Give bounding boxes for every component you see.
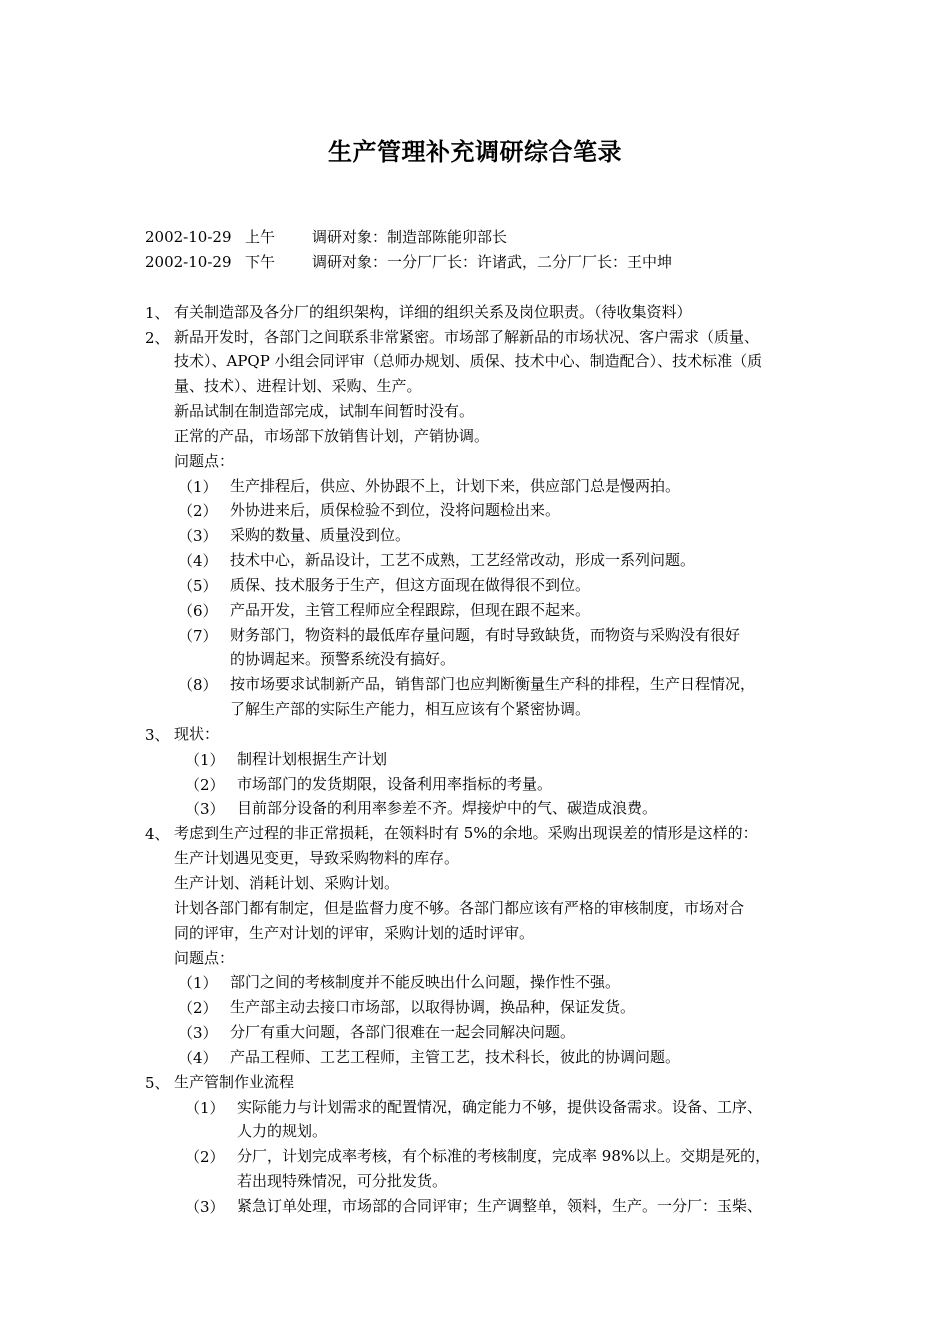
- subitem-number: （3）: [185, 800, 225, 819]
- subitem-text: 人力的规划。: [237, 1122, 328, 1141]
- subitem-text: 了解生产部的实际生产能力，相互应该有个紧密协调。: [230, 700, 591, 719]
- item-text: 考虑到生产过程的非正常损耗，在领料时有 5%的余地。采购出现误差的情形是这样的：: [174, 824, 758, 843]
- subitem-number: （1）: [185, 1098, 225, 1117]
- item-text: 技术）、APQP 小组会同评审（总师办规划、质保、技术中心、制造配合）、技术标准（质: [174, 352, 763, 371]
- subitem-text: 市场部门的发货期限，设备利用率指标的考量。: [237, 774, 553, 793]
- header-subject: 调研对象：制造部陈能卯部长: [312, 228, 508, 246]
- subitem-number: （4）: [178, 552, 218, 571]
- item-text: 同的评审，生产对计划的评审，采购计划的适时评审。: [174, 923, 535, 942]
- item-text: 生产计划遇见变更，导致采购物料的库存。: [174, 849, 460, 868]
- item-number: 3、: [145, 725, 170, 744]
- subitem-text: 生产部主动去接口市场部，以取得协调，换品种，保证发货。: [230, 998, 636, 1017]
- item-text: 量、技术）、进程计划、采购、生产。: [174, 377, 422, 396]
- item-number: 4、: [145, 825, 170, 844]
- subitem-number: （4）: [178, 1048, 218, 1067]
- item-text: 生产计划、消耗计划、采购计划。: [174, 874, 400, 892]
- subitem-text: 分厂，计划完成率考核，有个标准的考核制度，完成率 98%以上。交期是死的，: [237, 1147, 771, 1166]
- item-text: 新品开发时，各部门之间联系非常紧密。市场部了解新品的市场状况、客户需求（质量、: [174, 327, 760, 346]
- subitem-text: 的协调起来。预警系统没有搞好。: [230, 650, 456, 669]
- subitem-text: 分厂有重大问题，各部门很难在一起会同解决问题。: [230, 1023, 576, 1042]
- subitem-text: 若出现特殊情况，可分批发货。: [237, 1172, 448, 1191]
- subitem-number: （5）: [178, 576, 218, 595]
- header-date: 2002-10-29: [145, 252, 232, 271]
- subitem-number: （1）: [178, 974, 218, 993]
- item-text: 正常的产品，市场部下放销售计划，产销协调。: [174, 426, 490, 445]
- subitem-number: （2）: [185, 1148, 225, 1167]
- header-period: 下午: [245, 252, 276, 271]
- item-text: 计划各部门都有制定，但是监督力度不够。各部门都应该有严格的审核制度，市场对合: [174, 898, 745, 917]
- item-text: 新品试制在制造部完成，试制车间暂时没有。: [174, 402, 475, 421]
- subitem-number: （3）: [178, 1024, 218, 1043]
- subitem-text: 采购的数量、质量没到位。: [230, 526, 411, 545]
- subitem-text: 技术中心，新品设计，工艺不成熟，工艺经常改动，形成一系列问题。: [230, 551, 696, 570]
- item-text: 生产管制作业流程: [174, 1072, 295, 1091]
- subitem-text: 产品开发，主管工程师应全程跟踪，但现在跟不起来。: [230, 600, 591, 619]
- subitem-text: 产品工程师、工艺工程师，主管工艺，技术科长，彼此的协调问题。: [230, 1047, 681, 1066]
- subitem-text: 按市场要求试制新产品，销售部门也应判断衡量生产科的排程，生产日程情况，: [230, 675, 756, 694]
- subitem-text: 部门之间的考核制度并不能反映出什么问题，操作性不强。: [230, 973, 621, 992]
- item-text: 现状：: [174, 724, 220, 743]
- subitem-number: （3）: [185, 1197, 225, 1216]
- subitem-text: 制程计划根据生产计划: [237, 749, 388, 768]
- subitem-text: 质保、技术服务于生产，但这方面现在做得很不到位。: [230, 575, 591, 594]
- subitem-text: 紧急订单处理，市场部的合同评审；生产调整单，领料，生产。一分厂：玉柴、: [237, 1196, 763, 1215]
- subitem-text: 财务部门，物资料的最低库存量问题，有时导致缺货，而物资与采购没有很好: [230, 625, 741, 644]
- subitem-number: （7）: [178, 626, 218, 645]
- header-subject: 调研对象：一分厂厂长：许诸武，二分厂厂长：王中坤: [312, 252, 673, 271]
- subitem-text: 目前部分设备的利用率参差不齐。焊接炉中的气、碳造成浪费。: [237, 799, 658, 818]
- header-date: 2002-10-29: [145, 228, 232, 246]
- subitem-text: 生产排程后，供应、外协跟不上，计划下来，供应部门总是慢两拍。: [230, 476, 681, 495]
- subitem-number: （2）: [178, 999, 218, 1018]
- subitem-number: （1）: [185, 750, 225, 769]
- subitem-number: （8）: [178, 676, 218, 695]
- item-number: 1、: [145, 303, 170, 322]
- subitem-number: （1）: [178, 477, 218, 496]
- subitem-text: 外协进来后，质保检验不到位，没将问题检出来。: [230, 501, 561, 520]
- subitem-text: 实际能力与计划需求的配置情况，确定能力不够，提供设备需求。设备、工序、: [237, 1097, 763, 1116]
- subitem-number: （2）: [185, 775, 225, 794]
- subitem-number: （6）: [178, 601, 218, 620]
- item-text: 有关制造部及各分厂的组织架构，详细的组织关系及岗位职责。（待收集资料）: [174, 302, 692, 321]
- page-title: 生产管理补充调研综合笔录: [328, 138, 622, 166]
- header-period: 上午: [245, 228, 276, 246]
- item-number: 2、: [145, 328, 170, 347]
- item-text: 问题点：: [174, 948, 235, 967]
- subitem-number: （3）: [178, 527, 218, 546]
- subitem-number: （2）: [178, 502, 218, 521]
- item-number: 5、: [145, 1073, 170, 1092]
- item-text: 问题点：: [174, 451, 235, 470]
